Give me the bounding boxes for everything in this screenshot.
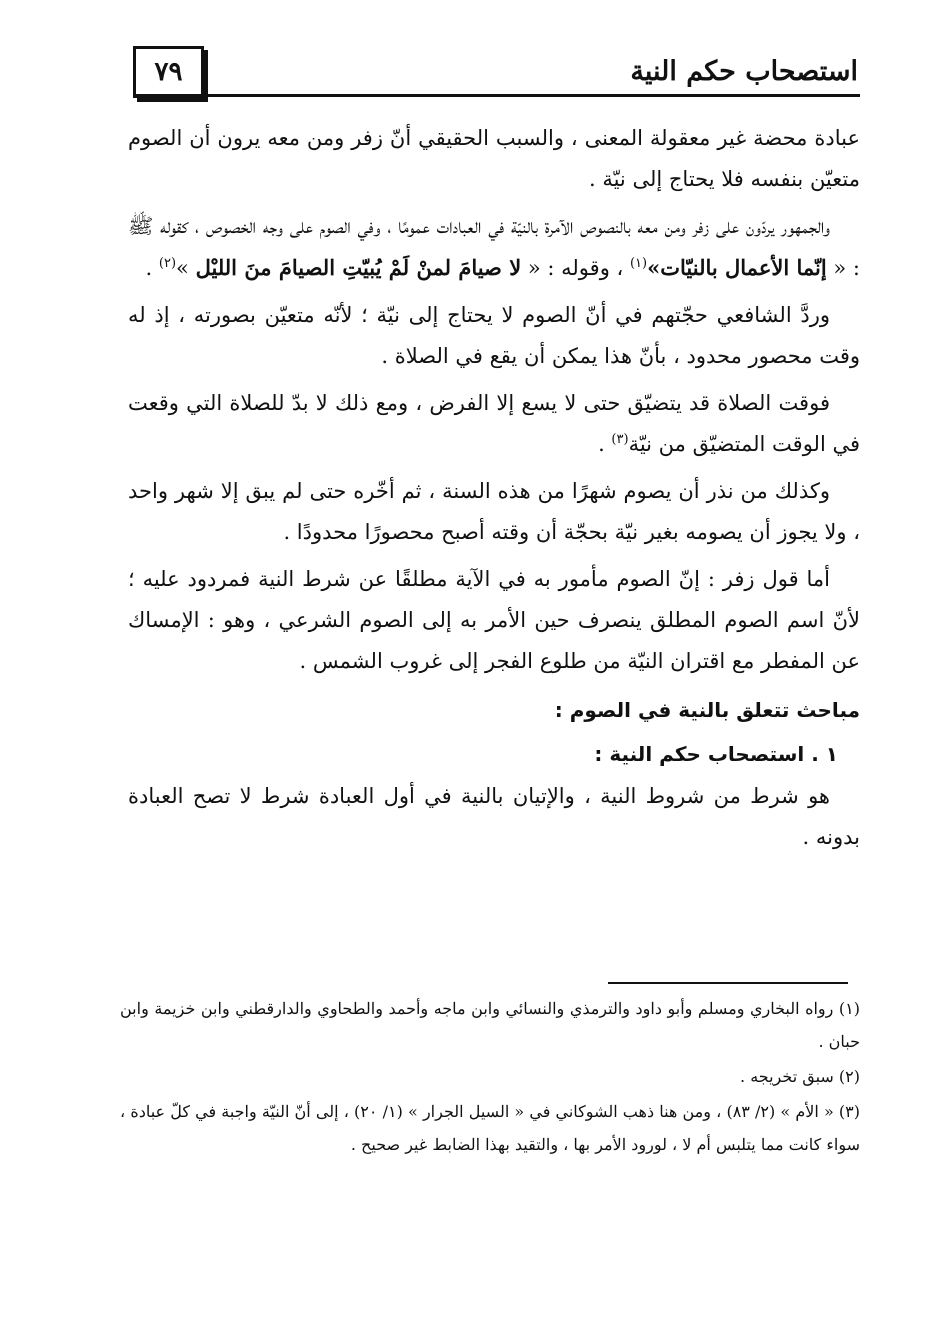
footnote-1: (١) رواه البخاري ومسلم وأبو داود والترمذي والنسائي وابن ماجه وأحمد والطحاوي والدارقطني وابن خزيمة وابن حبان . — [120, 999, 860, 1051]
paragraph-1: عبادة محضة غير معقولة المعنى ، والسبب الحقيقي أنّ زفر ومن معه يرون أن الصوم متعيّن بنفسه فلا يحتاج إلى نيّة . — [128, 126, 860, 191]
running-title: استصحاب حكم النية — [630, 56, 858, 87]
footnote-ref-3: (٣) — [611, 432, 629, 447]
paragraph-2-end: . — [145, 256, 159, 280]
paragraph-2-text-c: » — [176, 256, 196, 280]
section-heading: مباحث تتعلق بالنية في الصوم : — [554, 698, 860, 722]
hadith-quote-1: إنّما الأعمال بالنيّات» — [647, 255, 827, 280]
page-number: ٧٩ — [154, 57, 183, 87]
paragraph-2 — [128, 206, 860, 289]
footnote-ref-2: (٢) — [158, 256, 177, 271]
paragraph-4 — [128, 383, 860, 465]
hadith-quote-2: لا صيامَ لمنْ لَمْ يُبيّتِ الصيامَ منَ الليْل — [195, 255, 522, 280]
footnote-3: (٣) « الأم » (٢/ ٨٣) ، ومن هنا ذهب الشوكاني في « السيل الجرار » (١/ ٢٠) ، إلى أنّ النيّة واجبة في كلّ عبادة ، سواء كانت مما يتلبس أم لا ، لورود الأمر بها ، والتقيد بهذا الضابط غير صحيح . — [120, 1102, 860, 1154]
subsection-heading: ١ . استصحاب حكم النية : — [594, 742, 838, 766]
paragraph-7: هو شرط من شروط النية ، والإتيان بالنية في أول العبادة شرط لا تصح العبادة بدونه . — [128, 784, 860, 849]
paragraph-2-text-b: ، وقوله : « — [527, 256, 630, 280]
paragraph-6: أما قول زفر : إنّ الصوم مأمور به في الآية مطلقًا عن شرط النية فمردود عليه ؛ لأنّ اسم الصوم المطلق ينصرف حين الأمر به إلى الصوم الشرعي ، وهو : الإمساك عن المفطر مع اقتران النيّة من طلوع الفجر إلى غروب الشمس . — [128, 567, 860, 673]
header-rule — [133, 94, 860, 97]
paragraph-5: وكذلك من نذر أن يصوم شهرًا من هذه السنة ، ثم أخّره حتى لم يبق إلا شهر واحد ، ولا يجوز أن يصومه بغير نيّة بحجّة أن وقته أصبح محصورًا محدودًا . — [128, 479, 860, 544]
paragraph-2-text-a: والجمهور يردّون على زفر ومن معه بالنصوص الآمرة بالنيّة في العبادات عمومًا ، وفي الصوم على وجه الخصوص ، كقوله ﷺ : « — [128, 214, 860, 280]
footnote-ref-1: (١) — [629, 256, 648, 271]
page-number-box — [133, 46, 204, 98]
paragraph-3: وردَّ الشافعي حجّتهم في أنّ الصوم لا يحتاج إلى نيّة ؛ لأنّه متعيّن بصورته ، إذ له وقت محصور محدود ، بأنّ هذا يمكن أن يقع في الصلاة . — [128, 303, 860, 368]
footnote-2: (٢) سبق تخريجه . — [740, 1067, 860, 1086]
footnotes — [120, 992, 860, 1163]
paragraph-4-end: . — [598, 432, 612, 456]
footnote-rule — [608, 982, 848, 984]
main-text — [128, 118, 860, 864]
paragraph-4-text: فوقت الصلاة قد يتضيّق حتى لا يسع إلا الفرض ، ومع ذلك لا بدّ للصلاة التي وقعت في الوقت المتضيّق من نيّة — [128, 391, 860, 456]
